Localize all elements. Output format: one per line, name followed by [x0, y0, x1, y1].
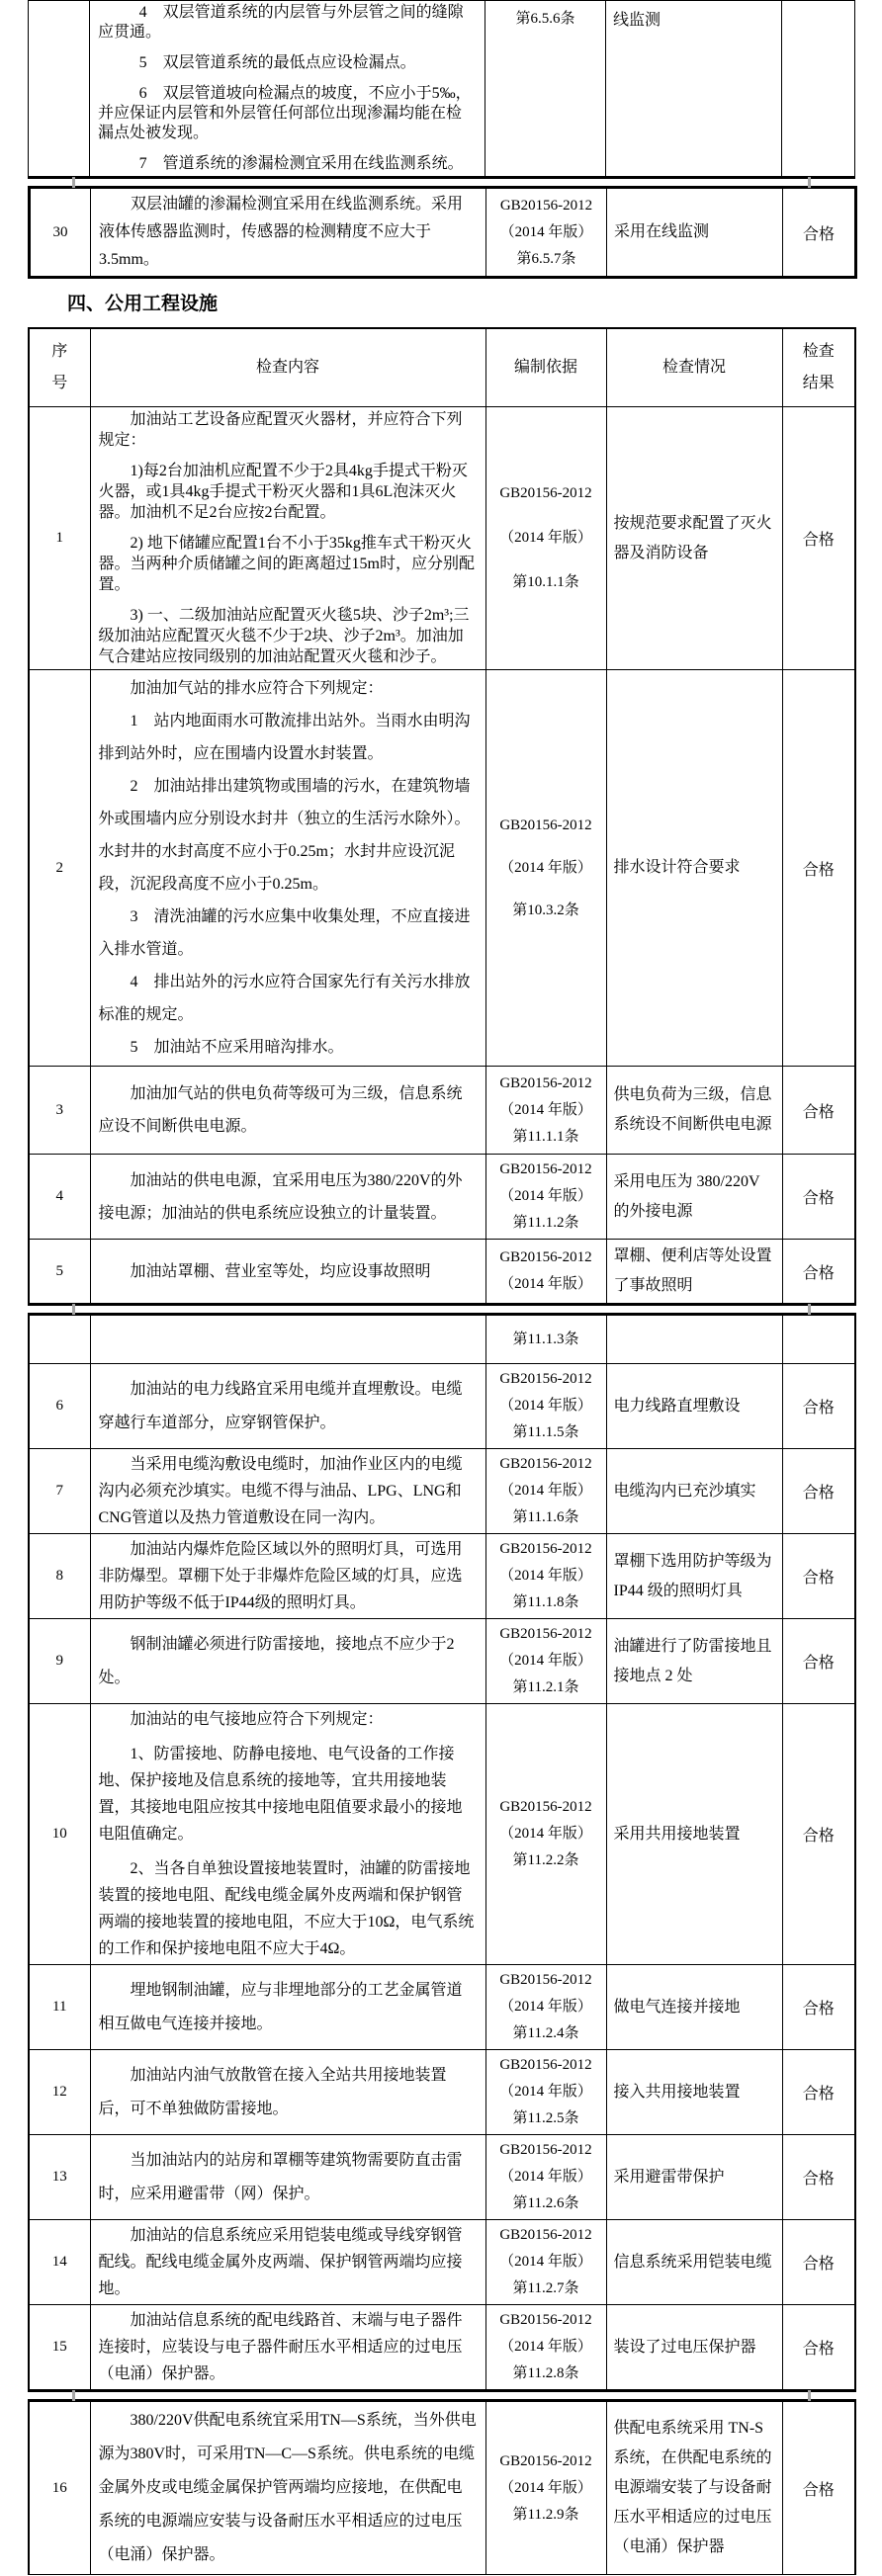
check-content-text: 当采用电缆沟敷设电缆时，加油作业区内的电缆沟内必须充沙填实。电缆不得与油品、LPG、LNG和CNG管道以及热力管道敷设在同一沟内。 — [98, 1456, 463, 1526]
page-break-mark — [808, 2390, 811, 2401]
table-fragment-row30 — [28, 186, 857, 279]
situation-text: 排水设计符合要求 — [613, 859, 741, 876]
page-break-mark — [72, 2390, 75, 2401]
row-number-cell — [29, 1155, 90, 1240]
check-content-cell — [90, 1, 485, 178]
check-content-text: 加油站的电气接地应符合下列规定： — [130, 1711, 384, 1728]
situation-text: 采用在线监测 — [614, 223, 710, 240]
result-text: 合格 — [802, 1828, 835, 1845]
situation-cell — [606, 2401, 782, 2575]
check-content-cell — [90, 1067, 485, 1155]
result-text: 合格 — [802, 2171, 835, 2188]
check-content-text: 加油加气站的供电负荷等级可为三级，信息系统应设不间断供电电源。 — [98, 1085, 463, 1135]
result-cell — [782, 670, 855, 1067]
check-content-cell — [90, 2050, 485, 2135]
row-number: 13 — [51, 2169, 67, 2185]
basis-cell — [485, 1619, 606, 1704]
basis-cell — [485, 2305, 606, 2391]
check-content-cell — [90, 1704, 485, 1965]
row-number-cell — [29, 2220, 90, 2305]
situation-text: 电缆沟内已充沙填实 — [613, 1482, 756, 1500]
situation-cell — [606, 670, 782, 1067]
table-row — [29, 1364, 855, 1449]
result-cell — [782, 2220, 855, 2305]
column-header-content: 检查内容 — [90, 328, 485, 407]
basis-line: （2014 年版） — [499, 1188, 592, 1204]
row-number: 30 — [52, 223, 68, 240]
check-content-cell — [90, 1965, 485, 2050]
result-cell — [782, 1240, 855, 1305]
row-number: 6 — [55, 1398, 63, 1414]
check-content-text: 5 加油站不应采用暗沟排水。 — [130, 1039, 344, 1056]
basis-line: （2014 年版） — [499, 1826, 592, 1842]
check-content-text: 加油站内爆炸危险区域以外的照明灯具，可选用非防爆型。罩棚下处于非爆炸危险区域的灯具，应选用防护等级不低于IP44级的照明灯具。 — [98, 1541, 463, 1611]
check-content-text: 加油站的信息系统应采用铠装电缆或导线穿钢管配线。配线电缆金属外皮两端、保护钢管两端均应接地。 — [98, 2227, 463, 2297]
basis-line: （2014 年版） — [499, 2084, 592, 2100]
situation-text: 罩棚、便利店等处设置了事故照明 — [613, 1247, 772, 1294]
table-row — [29, 1315, 855, 1364]
row-number: 11 — [52, 1999, 67, 2015]
table-row — [29, 670, 855, 1067]
basis-line: （2014 年版） — [499, 2169, 592, 2185]
basis-line: 第10.3.2条 — [512, 902, 579, 918]
situation-cell — [606, 1704, 782, 1965]
result-cell — [782, 1619, 855, 1704]
basis-cell — [485, 1704, 606, 1965]
row-number: 16 — [51, 2479, 67, 2496]
result-cell — [783, 188, 856, 278]
situation-text: 供配电系统采用 TN-S 系统，在供配电系统的电源端安装了与设备耐压水平相适应的过电压（电涌）保护器 — [613, 2420, 772, 2555]
check-content-cell — [90, 2401, 485, 2575]
basis-cell — [485, 2401, 606, 2575]
result-text: 合格 — [802, 2256, 835, 2273]
check-content-text: 加油站的供电电源，宜采用电压为380/220V的外接电源；加油站的供电系统应设独立的计量装置。 — [98, 1171, 463, 1222]
check-content-cell — [90, 1449, 485, 1534]
check-content-cell — [90, 2135, 485, 2220]
result-cell — [782, 1, 855, 178]
column-header-situation: 检查情况 — [606, 328, 782, 407]
check-content-cell — [90, 407, 485, 670]
check-content-text: 2) 地下储罐应配置1台不小于35kg推车式干粉灭火器。当两种介质储罐之间的距离超过15m时，应分别配置。 — [98, 535, 475, 593]
column-header-result: 检查 结果 — [782, 328, 855, 407]
row-number-cell — [29, 1619, 90, 1704]
basis-line: GB20156-2012 — [499, 1541, 592, 1557]
basis-line: GB20156-2012 — [499, 1161, 592, 1177]
result-cell — [782, 2050, 855, 2135]
check-content-cell — [91, 188, 486, 278]
row-number-cell — [29, 1240, 90, 1305]
situation-text: 供电负荷为三级，信息系统设不间断供电电源 — [613, 1086, 772, 1133]
check-content-cell — [90, 2220, 485, 2305]
situation-text: 采用共用接地装置 — [613, 1825, 741, 1843]
situation-text: 接入共用接地装置 — [613, 2083, 741, 2101]
basis-line: 第11.1.6条 — [512, 1509, 579, 1525]
basis-line: GB20156-2012 — [499, 1371, 592, 1387]
basis-line: GB20156-2012 — [499, 2227, 592, 2243]
situation-text: 做电气连接并接地 — [613, 1998, 741, 2016]
row-number-cell — [30, 188, 91, 278]
table-row — [29, 407, 855, 670]
check-content-cell — [90, 670, 485, 1067]
result-text: 合格 — [802, 861, 835, 879]
row-number: 2 — [55, 859, 63, 876]
result-text: 合格 — [802, 1400, 835, 1417]
row-number: 4 — [55, 1188, 63, 1204]
table-row — [29, 1449, 855, 1534]
page-break-mark — [808, 1304, 811, 1315]
check-content-text: 加油站的电力线路宜采用电缆并直埋敷设。电缆穿越行车道部分，应穿钢管保护。 — [98, 1380, 463, 1431]
basis-line: GB20156-2012 — [499, 1456, 592, 1472]
row-number: 14 — [51, 2254, 67, 2270]
result-cell — [782, 1965, 855, 2050]
main-table-segment-c — [28, 2399, 856, 2575]
basis-cell — [486, 188, 607, 278]
row-number: 8 — [55, 1568, 63, 1584]
basis-line: 第11.1.5条 — [512, 1424, 579, 1440]
basis-line: GB20156-2012 — [499, 2142, 592, 2158]
check-content-cell — [90, 1364, 485, 1449]
basis-line: 第11.1.8条 — [512, 1594, 579, 1610]
table-fragment-top — [28, 0, 855, 179]
result-cell — [782, 1449, 855, 1534]
check-content-text: 加油站工艺设备应配置灭火器材，并应符合下列规定： — [98, 411, 463, 449]
basis-line: 第11.2.7条 — [512, 2280, 579, 2296]
basis-line: （2014 年版） — [499, 859, 592, 876]
basis-line: （2014 年版） — [499, 1101, 592, 1118]
segment-b-body — [29, 1315, 855, 2391]
basis-line: 第11.2.6条 — [512, 2195, 579, 2211]
basis-cell — [485, 1364, 606, 1449]
page-break-mark — [808, 177, 811, 188]
result-cell — [782, 2135, 855, 2220]
result-cell — [782, 2305, 855, 2391]
basis-line: （2014 年版） — [499, 1398, 592, 1414]
basis-line: （2014 年版） — [499, 2254, 592, 2270]
check-content-text: 6 双层管道坡向检漏点的坡度，不应小于5‰，并应保证内层管和外层管任何部位出现渗漏均能在检漏点处被发现。 — [98, 85, 472, 141]
result-cell — [782, 2401, 855, 2575]
page-break-gap — [0, 1306, 882, 1313]
situation-text: 罩棚下选用防护等级为 IP44 级的照明灯具 — [613, 1552, 772, 1599]
check-content-text: 加油站内油气放散管在接入全站共用接地装置后，可不单独做防雷接地。 — [98, 2066, 447, 2117]
page-break-gap — [0, 179, 882, 186]
row-number: 15 — [51, 2339, 67, 2355]
row-number-cell — [29, 2050, 90, 2135]
page-break-mark — [72, 177, 75, 188]
check-content-text: 2 加油站排出建筑物或围墙的污水，在建筑物墙外或围墙内应分别设水封井（独立的生活污水除外）。水封井的水封高度不应小于0.25m；水封井应设沉泥段，沉泥段高度不应小于0.25m。 — [98, 778, 471, 893]
basis-line: 第10.1.1条 — [512, 574, 579, 590]
basis-line: 第6.5.7条 — [516, 250, 576, 267]
table-row — [29, 2135, 855, 2220]
result-cell — [782, 1067, 855, 1155]
table-row — [29, 1240, 855, 1305]
basis-line: 第11.1.2条 — [512, 1215, 579, 1231]
row-number-cell — [29, 1965, 90, 2050]
situation-cell — [606, 1534, 782, 1619]
table-row — [29, 1534, 855, 1619]
basis-cell — [485, 1067, 606, 1155]
basis-line: GB20156-2012 — [499, 197, 593, 214]
situation-text: 电力线路直埋敷设 — [613, 1397, 741, 1415]
situation-text: 油罐进行了防雷接地且接地点 2 处 — [613, 1637, 772, 1684]
basis-line: （2014 年版） — [499, 1999, 592, 2015]
situation-cell — [606, 1315, 782, 1364]
row-number-cell — [29, 1067, 90, 1155]
basis-line: GB20156-2012 — [499, 485, 592, 501]
basis-line: GB20156-2012 — [499, 1972, 592, 1988]
row-number-cell — [29, 1, 90, 178]
check-content-text: 1、防雷接地、防静电接地、电气设备的工作接地、保护接地及信息系统的接地等，宜共用接地装置，其接地电阻应按其中接地电阻值要求最小的接地电阻值确定。 — [98, 1746, 463, 1843]
result-text: 合格 — [802, 2001, 835, 2018]
table-row — [29, 1, 855, 178]
basis-line: GB20156-2012 — [499, 2452, 592, 2469]
situation-cell — [606, 1965, 782, 2050]
column-header-no: 序 号 — [29, 328, 90, 407]
table-row — [29, 1965, 855, 2050]
check-content-cell — [90, 1619, 485, 1704]
page-break-gap — [0, 2392, 882, 2399]
check-content-text: 双层油罐的渗漏检测宜采用在线监测系统。采用液体传感器监测时，传感器的检测精度不应大于3.5mm。 — [99, 196, 464, 268]
basis-line: （2014 年版） — [499, 1276, 592, 1292]
row-number-cell — [29, 1364, 90, 1449]
row-number-cell — [29, 1449, 90, 1534]
situation-text: 装设了过电压保护器 — [613, 2338, 756, 2356]
basis-line: （2014 年版） — [499, 2339, 592, 2355]
result-text: 合格 — [802, 225, 835, 243]
basis-line: （2014 年版） — [499, 1483, 592, 1499]
situation-cell — [606, 1, 782, 178]
basis-cell — [485, 1965, 606, 2050]
basis-line: GB20156-2012 — [499, 1249, 592, 1265]
basis-line: 第11.2.2条 — [512, 1852, 579, 1868]
result-cell — [782, 1704, 855, 1965]
row-number-cell — [29, 670, 90, 1067]
basis-cell — [485, 1240, 606, 1305]
row-number-cell — [29, 2305, 90, 2391]
table-row — [29, 1067, 855, 1155]
main-table-segment-a — [28, 327, 856, 1306]
check-content-text: 3 清洗油罐的污水应集中收集处理，不应直接进入排水管道。 — [98, 908, 471, 958]
table-row — [29, 2050, 855, 2135]
check-content-text: 5 双层管道系统的最低点应设检漏点。 — [138, 54, 416, 71]
basis-line: （2014 年版） — [499, 530, 592, 546]
result-text: 合格 — [802, 2086, 835, 2103]
result-cell — [782, 1364, 855, 1449]
basis-line: （2014 年版） — [499, 223, 593, 240]
row-number-cell — [29, 1315, 90, 1364]
result-text: 合格 — [802, 1190, 835, 1207]
result-cell — [782, 1534, 855, 1619]
basis-cell — [485, 1449, 606, 1534]
row-number: 12 — [51, 2084, 67, 2100]
basis-cell — [485, 1155, 606, 1240]
result-text: 合格 — [802, 1485, 835, 1502]
situation-text: 信息系统采用铠装电缆 — [613, 2253, 772, 2271]
situation-cell — [606, 1240, 782, 1305]
page-break-mark — [72, 1304, 75, 1315]
check-content-text: 4 排出站外的污水应符合国家先行有关污水排放标准的规定。 — [98, 974, 471, 1023]
table-row — [29, 1619, 855, 1704]
row-number-cell — [29, 2135, 90, 2220]
situation-cell — [606, 2135, 782, 2220]
check-content-text: 埋地钢制油罐，应与非埋地部分的工艺金属管道相互做电气连接并接地。 — [98, 1981, 463, 2032]
basis-cell — [485, 1315, 606, 1364]
basis-cell — [485, 2050, 606, 2135]
check-content-text: 加油站罩棚、营业室等处，均应设事故照明 — [130, 1262, 431, 1280]
basis-cell — [485, 2220, 606, 2305]
row-number: 3 — [55, 1101, 63, 1118]
table-row — [29, 2305, 855, 2391]
basis-line: 第11.2.1条 — [512, 1679, 579, 1695]
basis-line: 第11.2.5条 — [512, 2110, 579, 2126]
basis-line: GB20156-2012 — [499, 1074, 592, 1091]
basis-line: GB20156-2012 — [499, 1626, 592, 1642]
row-number: 1 — [55, 530, 63, 546]
situation-cell — [606, 1067, 782, 1155]
basis-line: GB20156-2012 — [499, 1799, 592, 1815]
basis-cell — [485, 1, 606, 178]
table-row — [29, 2401, 855, 2575]
basis-line: GB20156-2012 — [499, 2057, 592, 2073]
situation-cell — [606, 2220, 782, 2305]
table-row — [29, 2220, 855, 2305]
basis-line: GB20156-2012 — [499, 816, 592, 833]
basis-line: 第11.1.3条 — [512, 1331, 579, 1347]
result-text: 合格 — [802, 2341, 835, 2358]
situation-cell — [607, 188, 783, 278]
check-content-cell — [90, 1315, 485, 1364]
check-content-cell — [90, 1240, 485, 1305]
row-number: 7 — [55, 1483, 63, 1499]
result-cell — [782, 1155, 855, 1240]
row-number-cell — [29, 1704, 90, 1965]
basis-line: （2014 年版） — [499, 1653, 592, 1669]
basis-line: 第6.5.6条 — [515, 11, 575, 27]
result-text: 合格 — [802, 1655, 835, 1672]
basis-cell — [485, 407, 606, 670]
row-number-cell — [29, 1534, 90, 1619]
main-table-header — [29, 328, 855, 407]
basis-cell — [485, 2135, 606, 2220]
column-header-basis: 编制依据 — [485, 328, 606, 407]
situation-text: 采用避雷带保护 — [613, 2168, 725, 2186]
situation-cell — [606, 2050, 782, 2135]
basis-line: （2014 年版） — [499, 2479, 592, 2496]
check-content-text: 1)每2台加油机应配置不少于2具4kg手提式干粉灭火器，或1具4kg手提式干粉灭火器和1具6L泡沫灭火器。加油机不足2台应按2台配置。 — [98, 463, 468, 521]
check-content-text: 加油站信息系统的配电线路首、末端与电子器件连接时，应装设与电子器件耐压水平相适应的过电压（电涌）保护器。 — [98, 2312, 463, 2382]
result-cell — [782, 407, 855, 670]
check-content-text: 3) 一、二级加油站应配置灭火毯5块、沙子2m³;三级加油站应配置灭火毯不少于2块、沙子2m³。加油加气合建站应按同级别的加油站配置灭火毯和沙子。 — [98, 607, 470, 665]
row30-body — [30, 188, 856, 278]
check-content-text: 1 站内地面雨水可散流排出站外。当雨水由明沟排到站外时，应在围墙内设置水封装置。 — [98, 713, 471, 762]
basis-cell — [485, 670, 606, 1067]
situation-text: 线监测 — [613, 12, 662, 29]
result-text: 合格 — [802, 1264, 835, 1282]
result-cell — [782, 1315, 855, 1364]
check-content-text: 4 双层管道系统的内层管与外层管之间的缝隙应贯通。 — [98, 4, 464, 41]
table-row — [29, 1704, 855, 1965]
basis-line: （2014 年版） — [499, 1568, 592, 1584]
basis-line: GB20156-2012 — [499, 2312, 592, 2328]
table-row — [30, 188, 856, 278]
row-number: 5 — [55, 1262, 63, 1279]
check-content-text: 380/220V供配电系统宜采用TN—S系统，当外供电源为380V时，可采用TN—C—S系统。供电系统的电缆金属外皮或电缆金属保护管两端均应接地，在供配电系统的电源端应安装与设备耐压水平相适应的过电压（电涌）保护器。 — [98, 2412, 477, 2563]
table-row — [29, 1155, 855, 1240]
result-text: 合格 — [802, 2481, 835, 2499]
row-number: 10 — [51, 1826, 67, 1842]
result-text: 合格 — [802, 1570, 835, 1587]
row-number-cell — [29, 407, 90, 670]
check-content-cell — [90, 1155, 485, 1240]
situation-text: 采用电压为 380/220V 的外接电源 — [613, 1172, 760, 1220]
basis-cell — [485, 1534, 606, 1619]
row-number-cell — [29, 2401, 90, 2575]
check-content-cell — [90, 2305, 485, 2391]
situation-cell — [606, 1364, 782, 1449]
situation-cell — [606, 1619, 782, 1704]
result-text: 合格 — [802, 532, 835, 549]
basis-line: 第11.2.4条 — [512, 2025, 579, 2041]
situation-cell — [606, 407, 782, 670]
row-number: 9 — [55, 1653, 63, 1669]
check-content-text: 当加油站内的站房和罩棚等建筑物需要防直击雷时，应采用避雷带（网）保护。 — [98, 2151, 463, 2202]
fragment-top-body — [29, 1, 855, 178]
result-text: 合格 — [802, 1103, 835, 1121]
header-row — [29, 328, 855, 407]
segment-a-body — [29, 407, 855, 1305]
check-content-text: 钢制油罐必须进行防雷接地，接地点不应少于2处。 — [98, 1635, 455, 1686]
situation-cell — [606, 1449, 782, 1534]
situation-cell — [606, 1155, 782, 1240]
main-table-segment-b — [28, 1313, 856, 2392]
check-content-cell — [90, 1534, 485, 1619]
basis-line: 第11.2.8条 — [512, 2365, 579, 2381]
situation-text: 按规范要求配置了灭火器及消防设备 — [613, 514, 772, 561]
basis-line: 第11.2.9条 — [512, 2506, 579, 2523]
check-content-text: 加油加气站的排水应符合下列规定： — [130, 680, 384, 697]
basis-line: 第11.1.1条 — [512, 1128, 579, 1145]
situation-cell — [606, 2305, 782, 2391]
section-title: 四、公用工程设施 — [67, 294, 219, 314]
segment-c-body — [29, 2401, 855, 2575]
check-content-text: 7 管道系统的渗漏检测宜采用在线监测系统。 — [138, 155, 464, 172]
check-content-text: 2、当各自单独设置接地装置时，油罐的防雷接地装置的接地电阻、配线电缆金属外皮两端和保护钢管两端的接地装置的接地电阻，不应大于10Ω，电气系统的工作和保护接地电阻不应大于4Ω。 — [98, 1860, 475, 1957]
